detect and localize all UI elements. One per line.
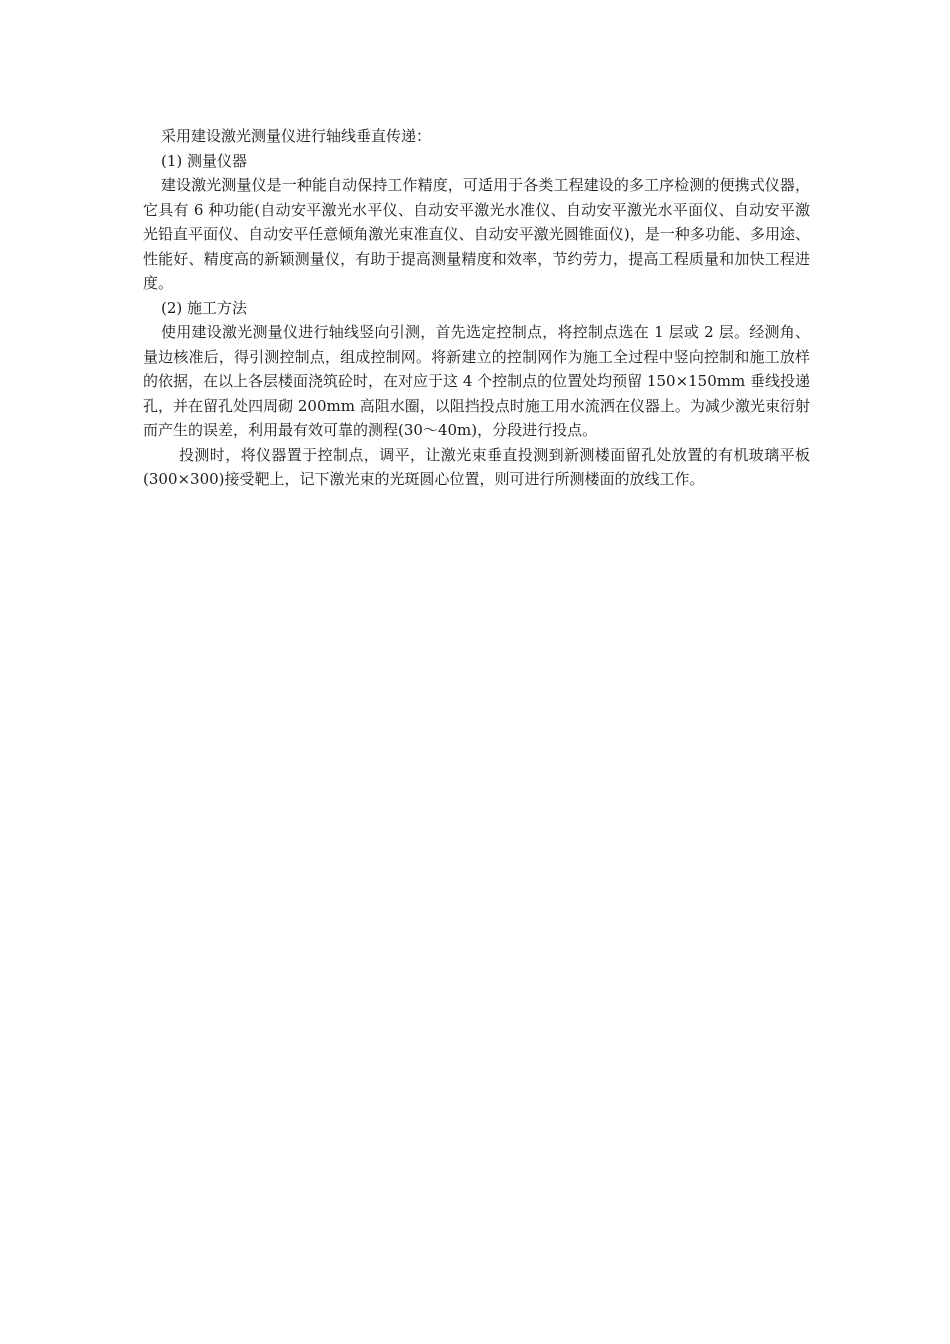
projection-paragraph: 投测时，将仪器置于控制点，调平，让激光束垂直投测到新测楼面留孔处放置的有机玻璃平板(300×300)接受靶上，记下激光束的光斑圆心位置，则可进行所测楼面的放线工作。 (143, 445, 810, 488)
section-heading-method: (2) 施工方法 (161, 298, 248, 317)
document-body (143, 124, 810, 492)
instrument-paragraph: 建设激光测量仪是一种能自动保持工作精度，可适用于各类工程建设的多工序检测的便携式仪器，它具有 6 种功能(自动安平激光水平仪、自动安平激光水准仪、自动安平激光水平面仪、自动安平激光铅直平面仪、自动安平任意倾角激光束准直仪、自动安平激光圆锥面仪)，是一种多功能、多用途、性能好、精度高的新颖测量仪，有助于提高测量精度和效率，节约劳力，提高工程质量和加快工程进度。 (143, 176, 810, 292)
method-paragraph: 使用建设激光测量仪进行轴线竖向引测，首先选定控制点，将控制点选在 1 层或 2 层。经测角、量边核准后，得引测控制点，组成控制网。将新建立的控制网作为施工全过程中竖向控制和施工放样的依据，在以上各层楼面浇筑砼时，在对应于这 4 个控制点的位置处均预留 150×150mm 垂线投递孔，并在留孔处四周砌 200mm 高阻水圈，以阻挡投点时施工用水流洒在仪器上。为减少激光束衍射而产生的误差，利用最有效可靠的测程(30～40m)，分段进行投点。 (143, 323, 810, 439)
intro-paragraph: 采用建设激光测量仪进行轴线垂直传递： (161, 127, 432, 145)
section-heading-instrument: (1) 测量仪器 (161, 151, 248, 170)
